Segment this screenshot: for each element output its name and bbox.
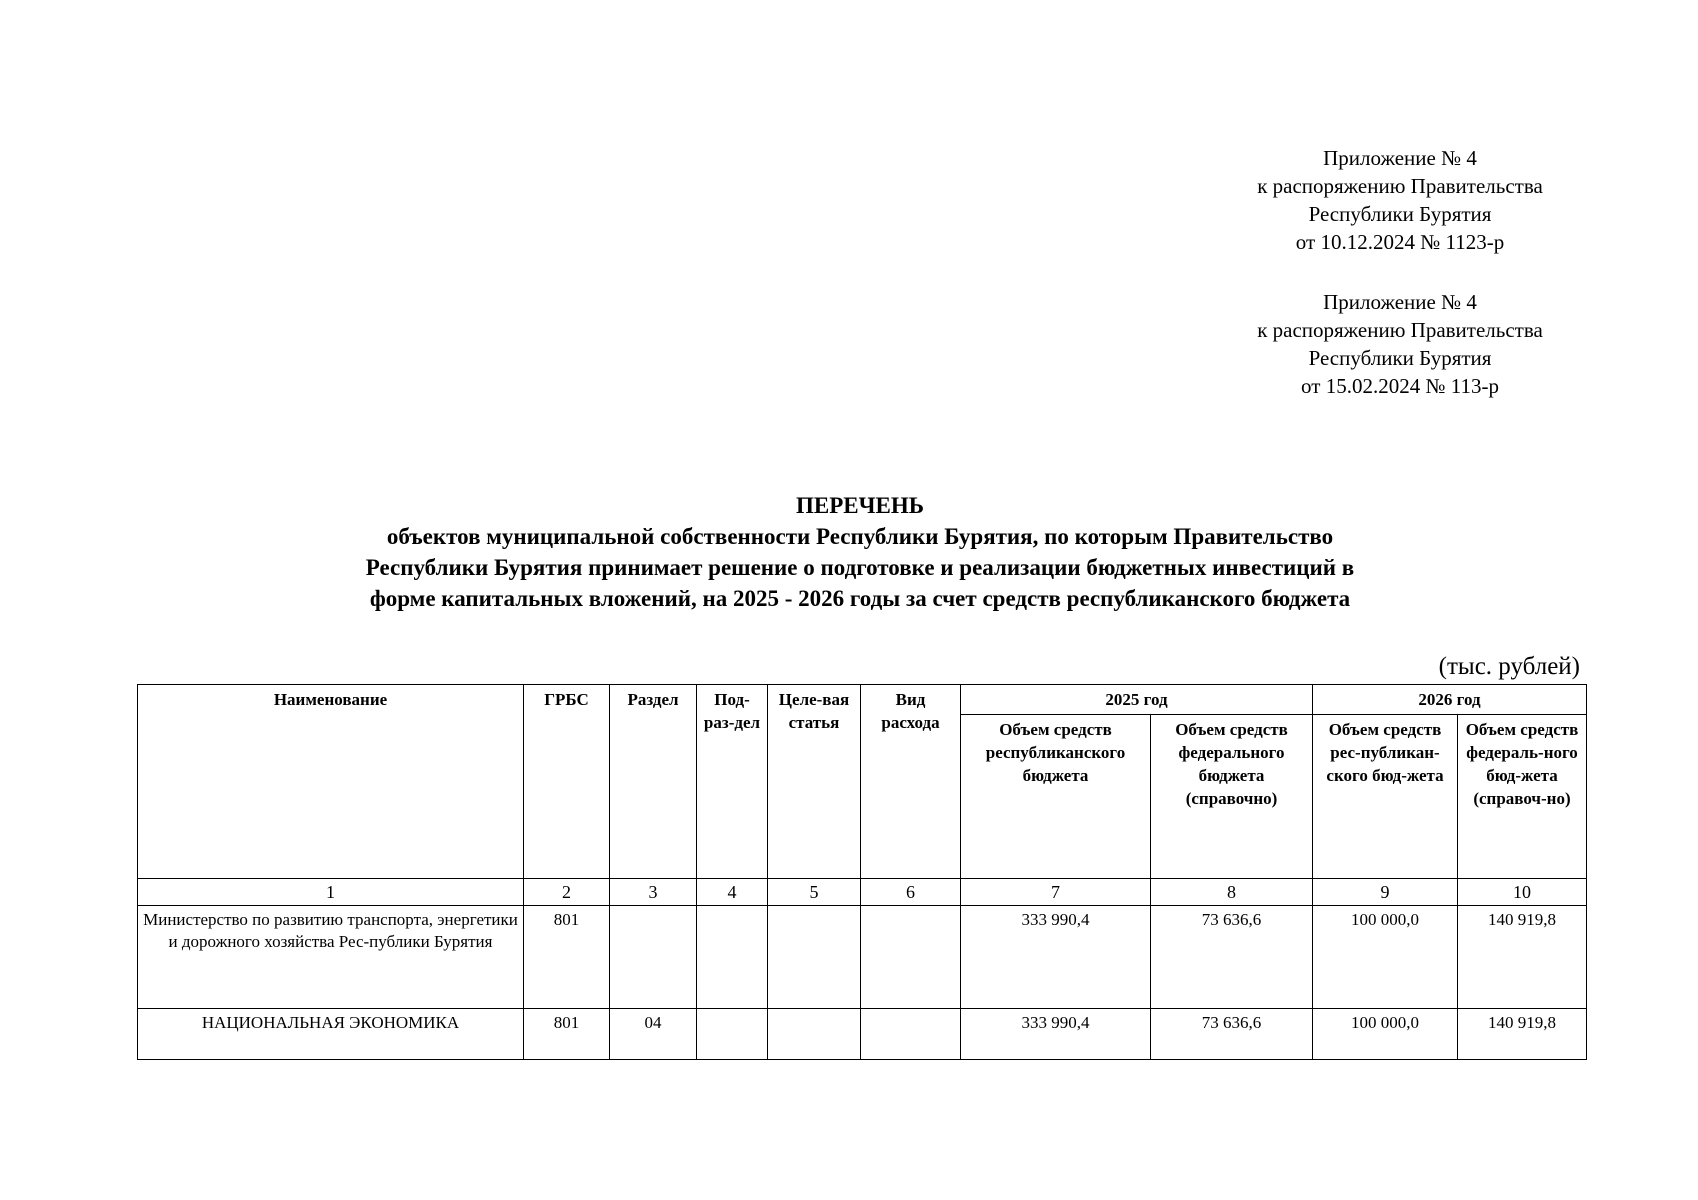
column-number: 7 (961, 879, 1151, 906)
column-number-row (138, 879, 1587, 906)
document-title (140, 490, 1580, 614)
appendix-previous-line4: от 15.02.2024 № 113-р (1301, 374, 1499, 398)
header-grbs: ГРБС (524, 685, 610, 879)
cell-subsection (697, 1009, 768, 1060)
header-year-2026: 2026 год (1313, 685, 1587, 715)
appendix-current-line3: Республики Бурятия (1308, 202, 1492, 226)
cell-name: НАЦИОНАЛЬНАЯ ЭКОНОМИКА (138, 1009, 524, 1060)
header-expense-type: Вид расхода (861, 685, 961, 879)
title-line3: форме капитальных вложений, на 2025 - 2026 годы за счет средств республиканского бюджета (369, 586, 1351, 611)
cell-rep-2026: 100 000,0 (1313, 906, 1458, 1009)
header-section: Раздел (610, 685, 697, 879)
column-number: 2 (524, 879, 610, 906)
appendix-current-line4: от 10.12.2024 № 1123-р (1295, 230, 1505, 254)
header-target-article: Целе-вая статья (768, 685, 861, 879)
appendix-current-line2: к распоряжению Правительства (1257, 174, 1543, 198)
appendix-current-block (1180, 144, 1620, 256)
cell-section (610, 906, 697, 1009)
unit-note: (тыс. рублей) (1438, 653, 1580, 680)
cell-rep-2025: 333 990,4 (961, 906, 1151, 1009)
appendix-current-line1: Приложение № 4 (1323, 146, 1477, 170)
cell-fed-2025: 73 636,6 (1151, 906, 1313, 1009)
table-header-row (138, 685, 1587, 715)
cell-fed-2025: 73 636,6 (1151, 1009, 1313, 1060)
cell-rep-2026: 100 000,0 (1313, 1009, 1458, 1060)
table-row (138, 1009, 1587, 1060)
column-number: 8 (1151, 879, 1313, 906)
appendix-previous-line3: Республики Бурятия (1308, 346, 1492, 370)
cell-expense-type (861, 1009, 961, 1060)
column-number: 1 (138, 879, 524, 906)
header-subsection: Под-раз-дел (697, 685, 768, 879)
header-year-2025: 2025 год (961, 685, 1313, 715)
column-number: 10 (1458, 879, 1587, 906)
header-name: Наименование (138, 685, 524, 879)
cell-fed-2026: 140 919,8 (1458, 906, 1587, 1009)
cell-section: 04 (610, 1009, 697, 1060)
appendix-previous-block (1180, 288, 1620, 400)
column-number: 6 (861, 879, 961, 906)
title-line1: объектов муниципальной собственности Республики Бурятия, по которым Правительство (386, 524, 1334, 549)
header-col9: Объем средств рес-публикан-ского бюд-жета (1313, 715, 1458, 879)
cell-subsection (697, 906, 768, 1009)
cell-target-article (768, 906, 861, 1009)
cell-grbs: 801 (524, 906, 610, 1009)
title-heading: ПЕРЕЧЕНЬ (796, 493, 924, 518)
header-col8: Объем средств федерального бюджета (справочно) (1151, 715, 1313, 879)
column-number: 5 (768, 879, 861, 906)
cell-grbs: 801 (524, 1009, 610, 1060)
header-col10: Объем средств федераль-ного бюд-жета (справоч-но) (1458, 715, 1587, 879)
cell-expense-type (861, 906, 961, 1009)
appendix-previous-line1: Приложение № 4 (1323, 290, 1477, 314)
budget-table (137, 684, 1587, 1060)
column-number: 3 (610, 879, 697, 906)
cell-name: Министерство по развитию транспорта, энергетики и дорожного хозяйства Рес-публики Бурятия (138, 906, 524, 1009)
column-number: 9 (1313, 879, 1458, 906)
title-line2: Республики Бурятия принимает решение о подготовке и реализации бюджетных инвестиций в (365, 555, 1355, 580)
appendix-previous-line2: к распоряжению Правительства (1257, 318, 1543, 342)
column-number: 4 (697, 879, 768, 906)
cell-target-article (768, 1009, 861, 1060)
header-col7: Объем средств республиканского бюджета (961, 715, 1151, 879)
cell-rep-2025: 333 990,4 (961, 1009, 1151, 1060)
cell-fed-2026: 140 919,8 (1458, 1009, 1587, 1060)
table-row (138, 906, 1587, 1009)
